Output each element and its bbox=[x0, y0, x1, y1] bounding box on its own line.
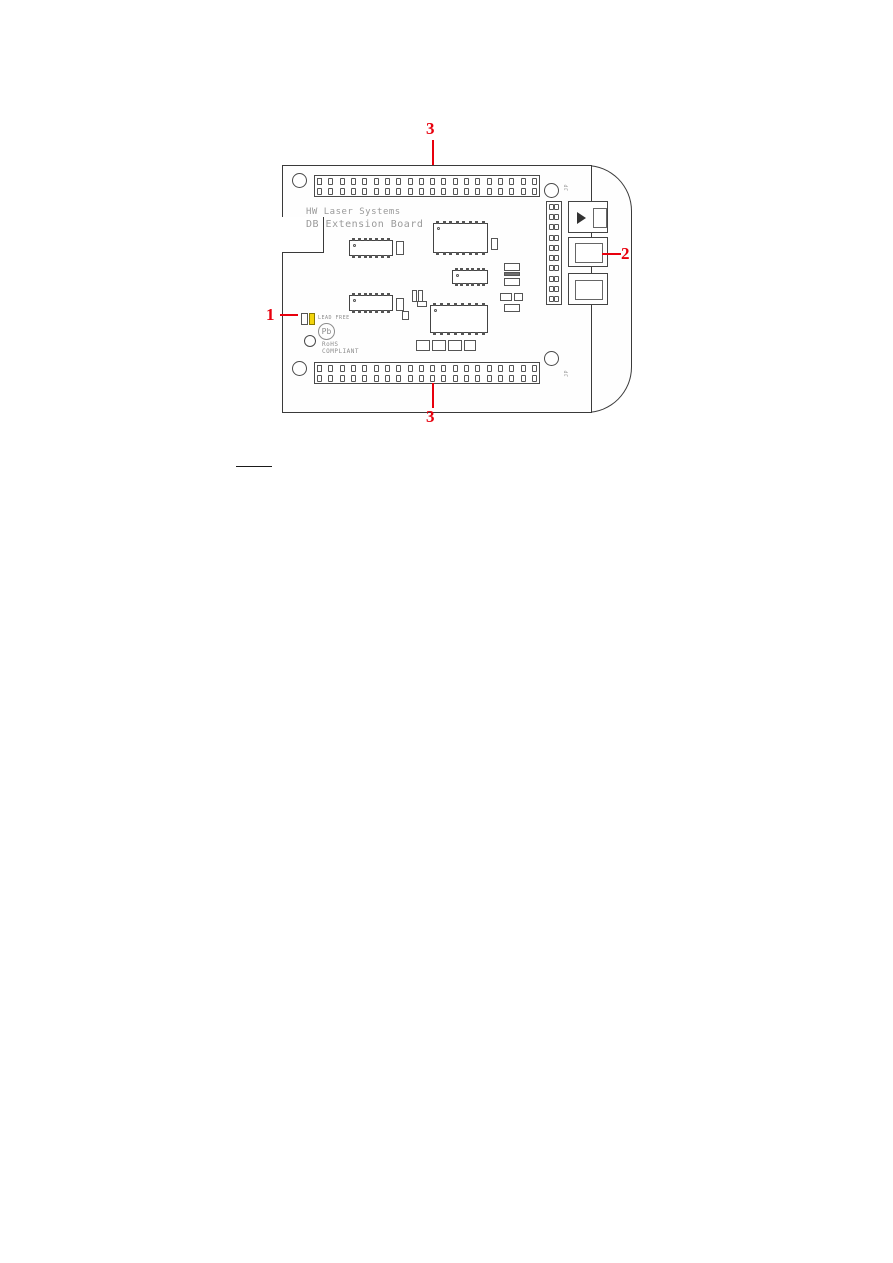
silkscreen-lead-free: LEAD FREE bbox=[318, 315, 350, 321]
silkscreen-brand: HW Laser Systems bbox=[306, 207, 401, 217]
passive-c4 bbox=[417, 301, 427, 307]
callout-1-label: 1 bbox=[266, 305, 275, 324]
figure-pcb-extension-board bbox=[236, 120, 666, 430]
passive-n3 bbox=[504, 278, 520, 286]
top-header-row-1 bbox=[317, 178, 537, 185]
silkscreen-rohs-compliant: COMPLIANT bbox=[322, 348, 360, 355]
callout-3-top-leader bbox=[432, 140, 434, 167]
passive-n2 bbox=[504, 272, 520, 276]
ic-u3 bbox=[349, 240, 393, 256]
mounting-hole-top-right bbox=[544, 183, 559, 198]
top-header-row-2 bbox=[317, 188, 537, 195]
top-pin-header bbox=[314, 175, 540, 197]
silkscreen-rohs: RoHS bbox=[322, 341, 339, 348]
passive-r3 bbox=[402, 311, 409, 320]
ic-u5 bbox=[452, 270, 488, 284]
connector-upper bbox=[568, 201, 608, 233]
passive-c1 bbox=[491, 238, 498, 250]
passive-n6 bbox=[504, 304, 520, 312]
right-edge-pin-strip bbox=[546, 201, 562, 305]
silkscreen-edge-label-bottom: JP bbox=[564, 369, 570, 377]
bottom-pin-header bbox=[314, 362, 540, 384]
passive-n1 bbox=[504, 263, 520, 271]
callout-3-top-label: 3 bbox=[426, 119, 435, 138]
passive-r2 bbox=[396, 298, 404, 311]
mounting-hole-lower-left-small bbox=[304, 335, 316, 347]
ic-u2 bbox=[430, 305, 488, 333]
passive-r1 bbox=[396, 241, 404, 255]
callout-3-bottom-label: 3 bbox=[426, 407, 435, 426]
polarity-triangle-icon bbox=[577, 212, 586, 224]
bottom-header-row-2 bbox=[317, 375, 537, 382]
connector-lower bbox=[568, 273, 608, 305]
callout-2-label: 2 bbox=[621, 244, 630, 263]
passive-b2 bbox=[432, 340, 446, 351]
callout-1-leader bbox=[280, 314, 298, 316]
marking-block-yellow bbox=[309, 313, 315, 325]
passive-n5 bbox=[514, 293, 523, 301]
passive-n4 bbox=[500, 293, 512, 301]
pcb-board bbox=[282, 165, 632, 413]
callout-2-leader bbox=[602, 253, 621, 255]
mounting-hole-bottom-right bbox=[544, 351, 559, 366]
passive-b4 bbox=[464, 340, 476, 351]
connector-middle bbox=[568, 237, 608, 267]
passive-b1 bbox=[416, 340, 430, 351]
bottom-header-row-1 bbox=[317, 365, 537, 372]
footnote-separator bbox=[236, 466, 272, 467]
rohs-pb-symbol: Pb bbox=[318, 323, 335, 340]
ic-u4 bbox=[349, 295, 393, 311]
silkscreen-edge-label-top: JP bbox=[564, 183, 570, 191]
mounting-hole-bottom-left bbox=[292, 361, 307, 376]
ic-u1 bbox=[433, 223, 488, 253]
silkscreen-product: DB Extension Board bbox=[306, 219, 424, 230]
marking-block-left bbox=[301, 313, 308, 325]
mounting-hole-top-left bbox=[292, 173, 307, 188]
callout-3-bottom-leader bbox=[432, 383, 434, 408]
passive-b3 bbox=[448, 340, 462, 351]
